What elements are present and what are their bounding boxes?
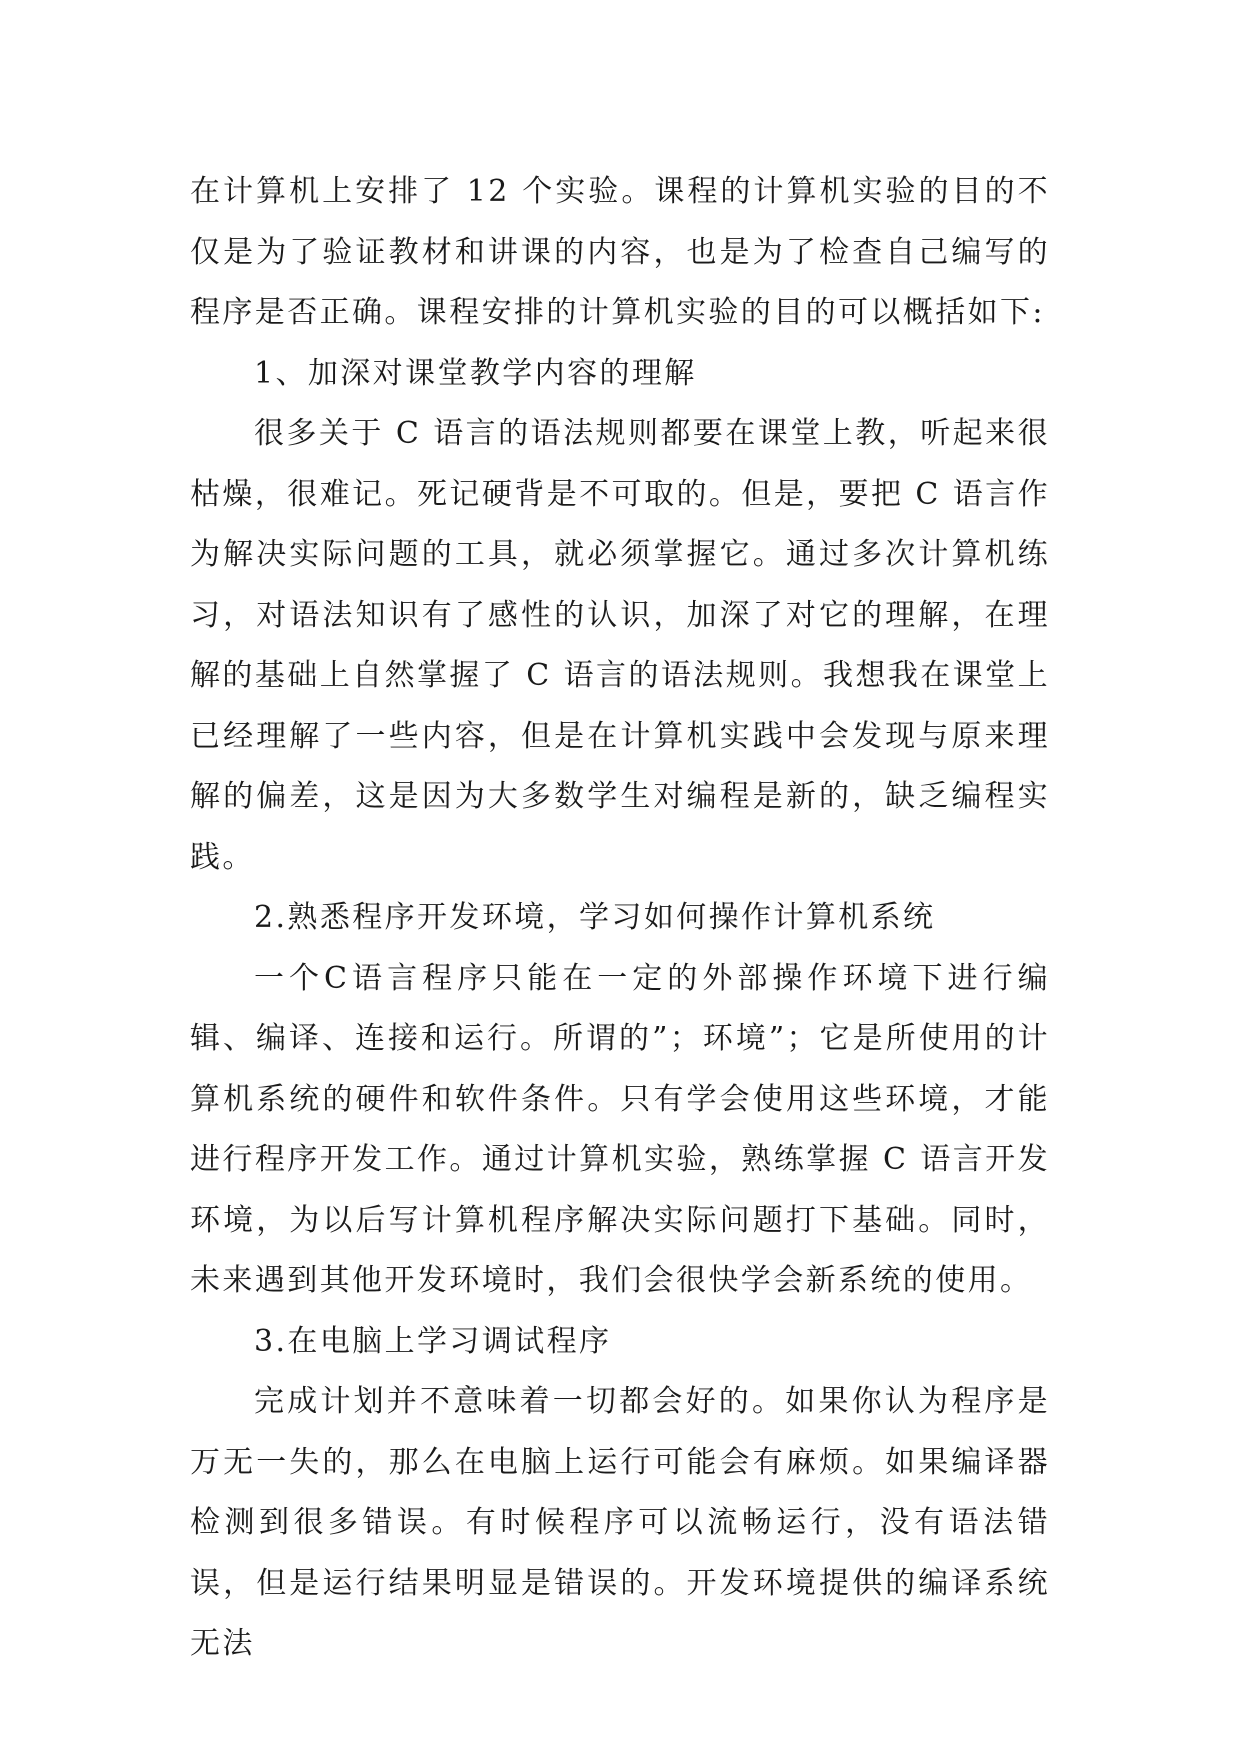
document-body bbox=[190, 162, 1050, 1675]
heading-3: 3.在电脑上学习调试程序 bbox=[254, 1323, 612, 1359]
paragraph-1: 很多关于 C 语言的语法规则都要在课堂上教，听起来很枯燥，很难记。死记硬背是不可取的。但是，要把 C 语言作为解决实际问题的工具，就必须掌握它。通过多次计算机练习，对语法知识有了感性的认识，加深了对它的理解，在理解的基础上自然掌握了 C 语言的语法规则。我想我在课堂上已经理解了一些内容，但是在计算机实践中会发现与原来理解的偏差，这是因为大多数学生对编程是新的，缺乏编程实践。 bbox=[190, 416, 1050, 875]
paragraph-3: 完成计划并不意味着一切都会好的。如果你认为程序是万无一失的，那么在电脑上运行可能会有麻烦。如果编译器检测到很多错误。有时候程序可以流畅运行，没有语法错误，但是运行结果明显是错误的。开发环境提供的编译系统无法 bbox=[190, 1384, 1050, 1661]
paragraph-2: 一个C语言程序只能在一定的外部操作环境下进行编辑、编译、连接和运行。所谓的”；环境”；它是所使用的计算机系统的硬件和软件条件。只有学会使用这些环境，才能进行程序开发工作。通过计算机实验，熟练掌握 C 语言开发环境，为以后写计算机程序解决实际问题打下基础。同时，未来遇到其他开发环境时，我们会很快学会新系统的使用。 bbox=[190, 960, 1050, 1298]
heading-2: 2.熟悉程序开发环境，学习如何操作计算机系统 bbox=[254, 900, 936, 935]
paragraph-intro: 在计算机上安排了 12 个实验。课程的计算机实验的目的不仅是为了验证教材和讲课的内容，也是为了检查自己编写的程序是否正确。课程安排的计算机实验的目的可以概括如下: bbox=[190, 174, 1050, 330]
heading-1: 1、加深对课堂教学内容的理解 bbox=[254, 355, 697, 391]
